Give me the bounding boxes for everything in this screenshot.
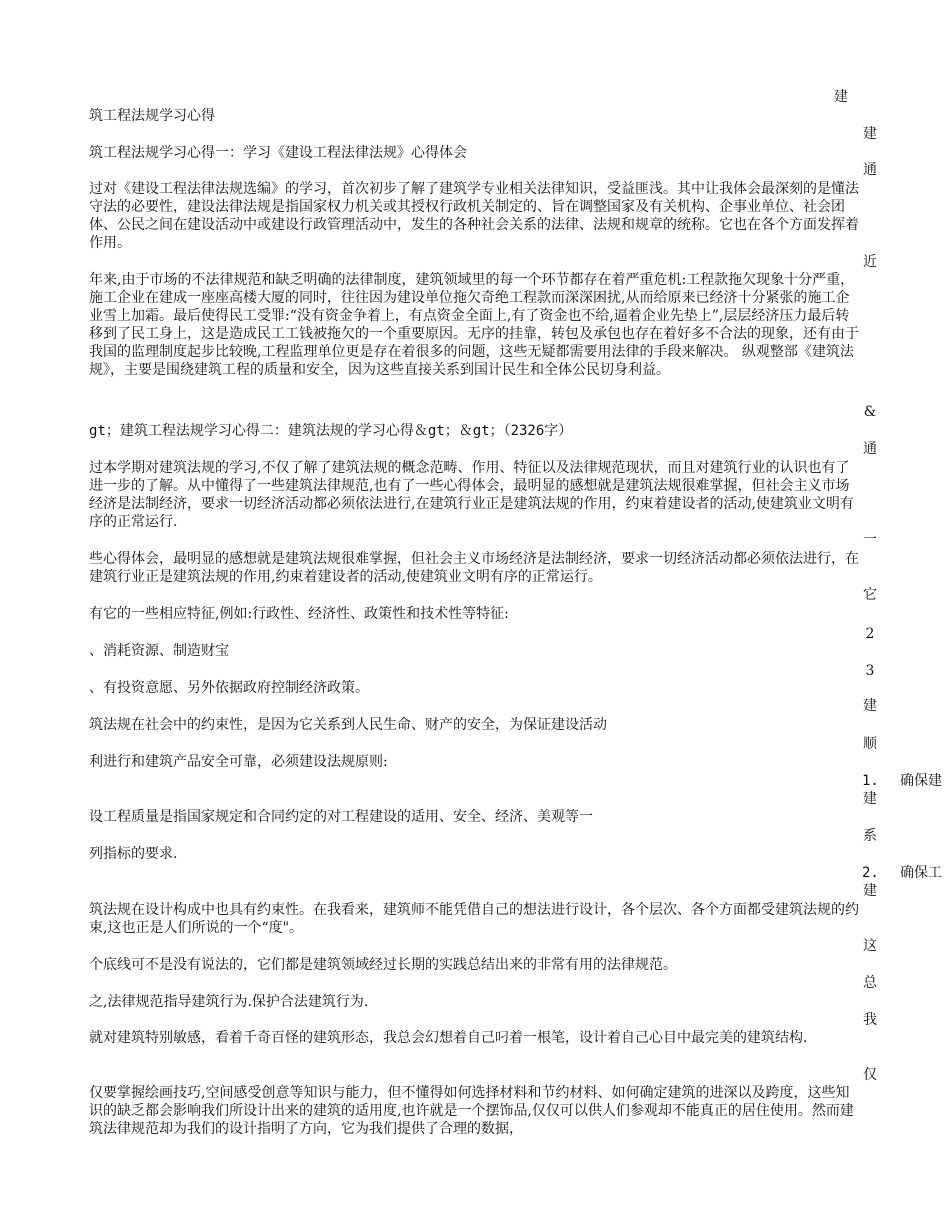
- margin-char: 建: [863, 791, 877, 807]
- margin-char: 建: [863, 883, 877, 899]
- paragraph: 就对建筑特别敏感，看着千奇百怪的建筑形态，我总会幻想着自己叼着一根笔，设计着自己心目中最完美的建筑结构.: [89, 1030, 808, 1046]
- margin-number: 2.: [862, 865, 879, 881]
- paragraph: 年来,由于市场的不法律规范和缺乏明确的法律制度，建筑领域里的每一个环节都存在着严重危机:工程款拖欠现象十分严重，施工企业在建成一座座高楼大厦的同时，往往因为建设单位拖欠奇绝工程款而深深困扰,从而给原来已经济十分紧张的施工企业雪上加霜。最后使得民工受罪:“没有资金争着上，有点资金全面上,有了资金也不给,逼着企业先垫上”,层层经济压力最后转移到了民工身上，这是造成民工工钱被拖欠的一个重要原因。无序的挂靠，转包及承包也存在着好多不合法的现象，还有由于我国的监理制度起步比较晚,工程监理单位更是存在着很多的问题，这些无疑都需要用法律的手段来解决。 纵观整部《建筑法规》，主要是围绕建筑工程的质量和安全，因为这些直接关系到国计民生和全体公民切身利益。: [89, 272, 859, 378]
- paragraph: 个底线可不是没有说法的，它们都是建筑领域经过长期的实践总结出来的非常有用的法律规范。: [89, 957, 677, 973]
- section-heading-2: gt；建筑工程法规学习心得二：建筑法规的学习心得＆gt；＆gt；（2326字）: [89, 423, 573, 439]
- paragraph: 些心得体会，最明显的感想就是建筑法规很难掌握，但社会主义市场经济是法制经济，要求一切经济活动都必须依法进行，在建筑行业正是建筑法规的作用,约束着建设者的活动,使建筑业文明有序的正常运行。: [89, 551, 859, 585]
- margin-number: 1.: [862, 773, 879, 789]
- margin-char: 它: [863, 587, 877, 603]
- margin-char: 总: [863, 975, 877, 991]
- margin-char: 通: [863, 162, 877, 178]
- margin-char: 顺: [863, 736, 877, 752]
- margin-char: 建: [863, 126, 877, 142]
- margin-char: 一: [863, 532, 877, 548]
- paragraph: 利进行和建筑产品安全可靠，必须建设法规原则:: [89, 754, 388, 770]
- margin-char: 近: [863, 254, 877, 270]
- margin-char: 建: [834, 89, 848, 105]
- margin-char: 我: [863, 1012, 877, 1028]
- margin-char: &: [863, 404, 877, 420]
- document-title: 筑工程法规学习心得: [89, 108, 215, 124]
- paragraph: 过本学期对建筑法规的学习,不仅了解了建筑法规的概念范畴、作用、特征以及法律规范现状，而且对建筑行业的认识也有了进一步的了解。从中懂得了一些建筑法律规范,也有了一些心得体会，最明显的感想就是建筑法规很难掌握，但社会主义市场经济是法制经济，要求一切经济活动都必须依法进行,在建筑行业正是建筑法规的作用，约束着建设者的活动,使建筑业文明有序的正常运行.: [89, 460, 854, 530]
- margin-char: 系: [863, 828, 877, 844]
- paragraph: 过对《建设工程法律法规选编》的学习，首次初步了解了建筑学专业相关法律知识，受益匪浅。其中让我体会最深刻的是懂法守法的必要性，建设法律法规是指国家权力机关或其授权行政机关制定的、旨在调整国家及有关机构、企事业单位、社会团体、公民之间在建设活动中或建设行政管理活动中，发生的各种社会关系的法律、法规和规章的统称。它也在各个方面发挥着作用。: [89, 181, 859, 251]
- margin-char: 2: [865, 626, 875, 642]
- paragraph: 之,法律规范指导建筑行为.保护合法建筑行为.: [89, 994, 369, 1010]
- margin-char: 通: [863, 441, 877, 457]
- paragraph: 列指标的要求.: [89, 846, 178, 862]
- margin-char: 这: [863, 938, 877, 954]
- paragraph: 仅要掌握绘画技巧,空间感受创意等知识与能力，但不懂得如何选择材料和节约材料、如何确定建筑的进深以及跨度，这些知识的缺乏都会影响我们所设计出来的建筑的适用度,也许就是一个摆饰品,仅仅可以供人们参观却不能真正的居住使用。然而建筑法律规范却为我们的设计指明了方向，它为我们提供了合理的数据，: [89, 1085, 854, 1137]
- margin-text: 确保工: [900, 865, 942, 881]
- margin-char: 仅: [863, 1067, 877, 1083]
- list-item: 、有投资意愿、另外依据政府控制经济政策。: [89, 680, 369, 696]
- margin-char: 建: [863, 698, 877, 714]
- margin-text: 确保建: [900, 773, 942, 789]
- paragraph: 筑法规在社会中的约束性，是因为它关系到人民生命、财产的安全，为保证建设活动: [89, 717, 607, 733]
- list-item: 、消耗资源、制造财宝: [89, 643, 229, 659]
- paragraph: 设工程质量是指国家规定和合同约定的对工程建设的适用、安全、经济、美观等一: [89, 809, 593, 825]
- margin-char: 3: [865, 663, 875, 679]
- paragraph: 有它的一些相应特征,例如:行政性、经济性、政策性和技术性等特征:: [89, 606, 509, 622]
- section-heading-1: 筑工程法规学习心得一：学习《建设工程法律法规》心得体会: [89, 145, 467, 161]
- paragraph: 筑法规在设计构成中也具有约束性。在我看来，建筑师不能凭借自己的想法进行设计，各个层次、各个方面都受建筑法规的约束,这也正是人们所说的一个“度"。: [89, 902, 859, 936]
